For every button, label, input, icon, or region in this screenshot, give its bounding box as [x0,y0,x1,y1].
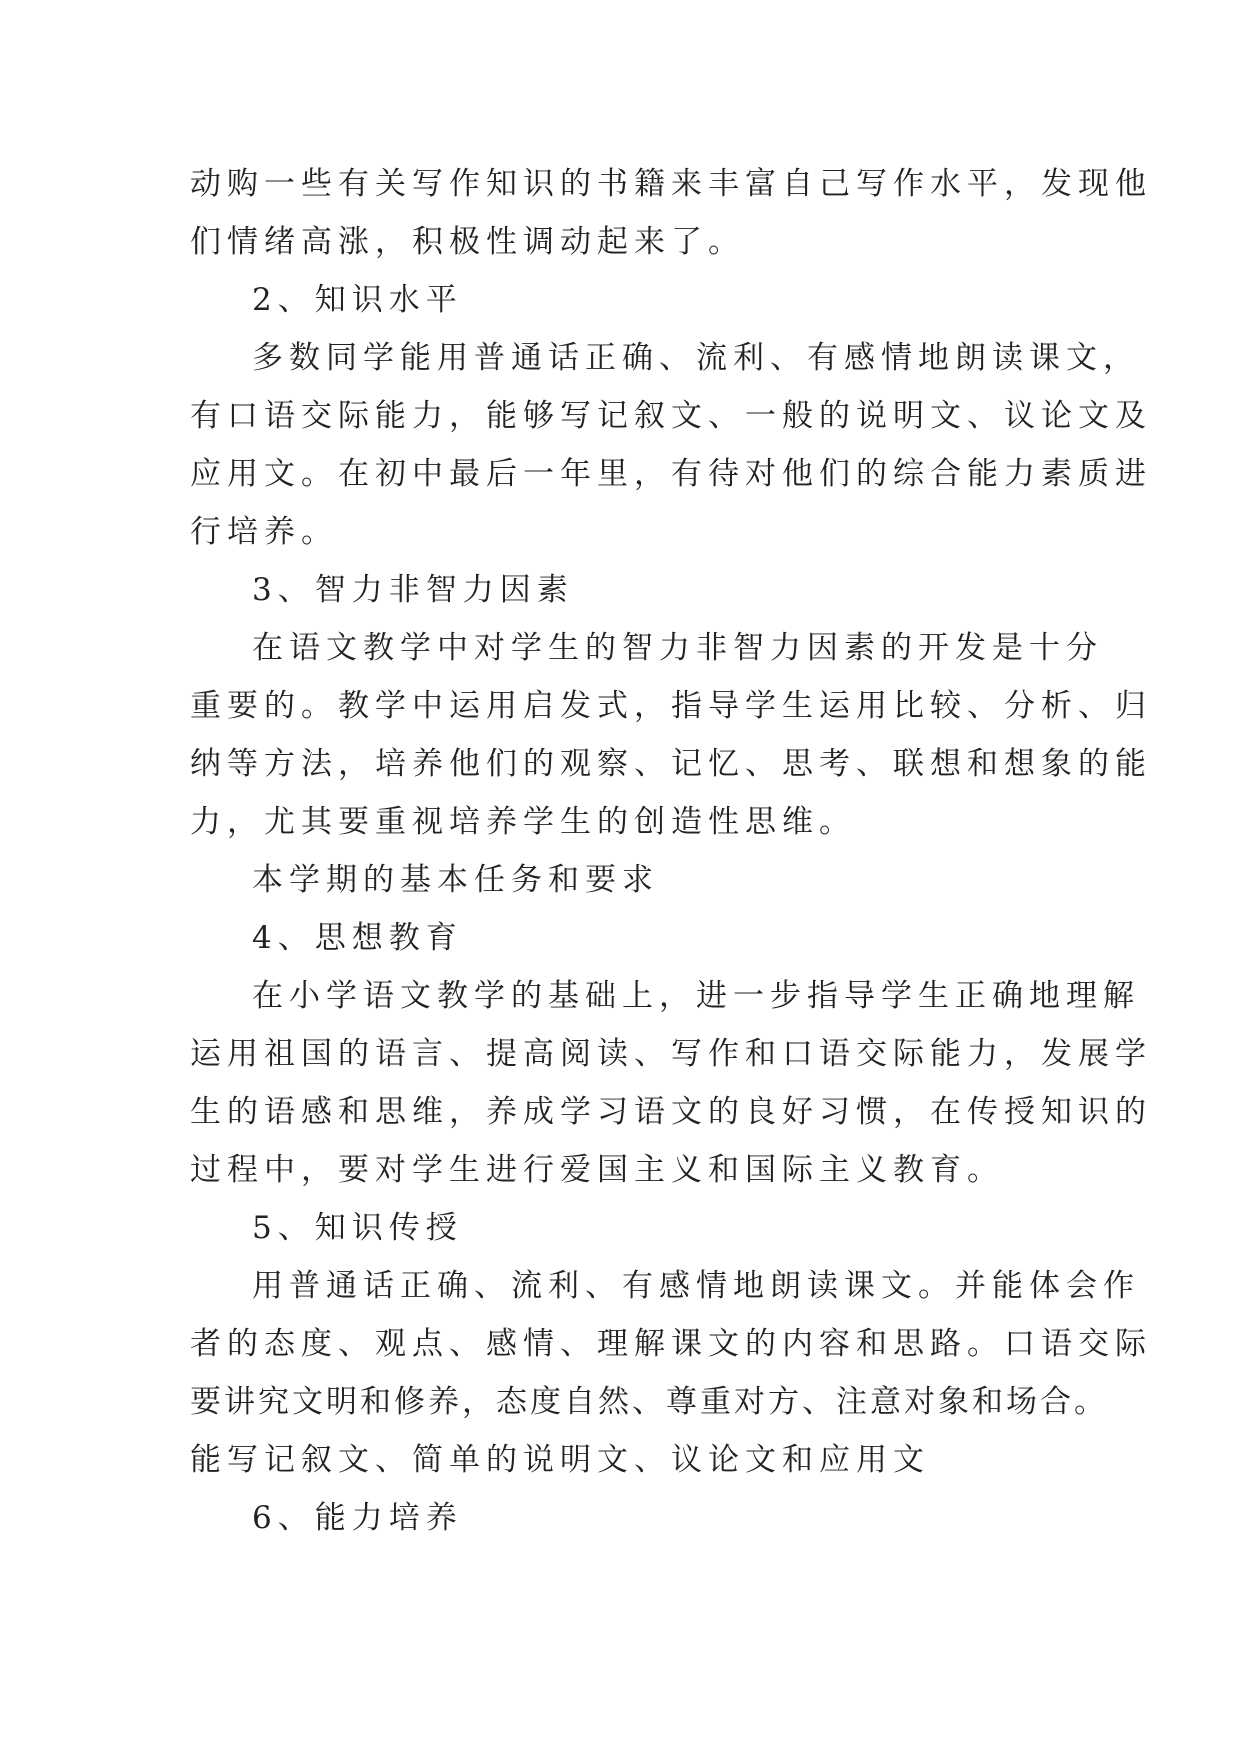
text-line: 要讲究文明和修养，态度自然、尊重对方、注意对象和场合。 [190,1384,1108,1420]
section-heading-intelligence-factors: 3、智力非智力因素 [252,572,574,608]
text-line: 用普通话正确、流利、有感情地朗读课文。并能体会作 [252,1268,1140,1304]
body-text [190,155,1152,1547]
text-line: 应用文。在初中最后一年里，有待对他们的综合能力素质进 [190,456,1152,492]
section-heading-knowledge-level: 2、知识水平 [252,282,463,318]
text-line: 力，尤其要重视培养学生的创造性思维。 [190,804,856,840]
section-heading-knowledge-teaching: 5、知识传授 [252,1210,463,1246]
text-line: 在小学语文教学的基础上，进一步指导学生正确地理解 [252,978,1140,1014]
text-line: 重要的。教学中运用启发式，指导学生运用比较、分析、归 [190,688,1152,724]
section-heading-ability-training: 6、能力培养 [252,1500,463,1536]
text-line: 者的态度、观点、感情、理解课文的内容和思路。口语交际 [190,1326,1152,1362]
section-heading-ideological-education: 4、思想教育 [252,920,463,956]
text-line: 过程中，要对学生进行爱国主义和国际主义教育。 [190,1152,1004,1188]
text-line: 有口语交际能力，能够写记叙文、一般的说明文、议论文及 [190,398,1152,434]
text-line: 纳等方法，培养他们的观察、记忆、思考、联想和想象的能 [190,746,1152,782]
text-line: 运用祖国的语言、提高阅读、写作和口语交际能力，发展学 [190,1036,1152,1072]
text-line: 们情绪高涨，积极性调动起来了。 [190,224,745,260]
text-line: 多数同学能用普通话正确、流利、有感情地朗读课文， [252,340,1140,376]
text-line: 在语文教学中对学生的智力非智力因素的开发是十分 [252,630,1103,666]
text-line: 能写记叙文、简单的说明文、议论文和应用文 [190,1442,930,1478]
text-line: 动购一些有关写作知识的书籍来丰富自己写作水平，发现他 [190,166,1152,202]
section-heading-semester-tasks: 本学期的基本任务和要求 [252,862,659,898]
text-line: 生的语感和思维，养成学习语文的良好习惯，在传授知识的 [190,1094,1152,1130]
text-line: 行培养。 [190,514,338,550]
